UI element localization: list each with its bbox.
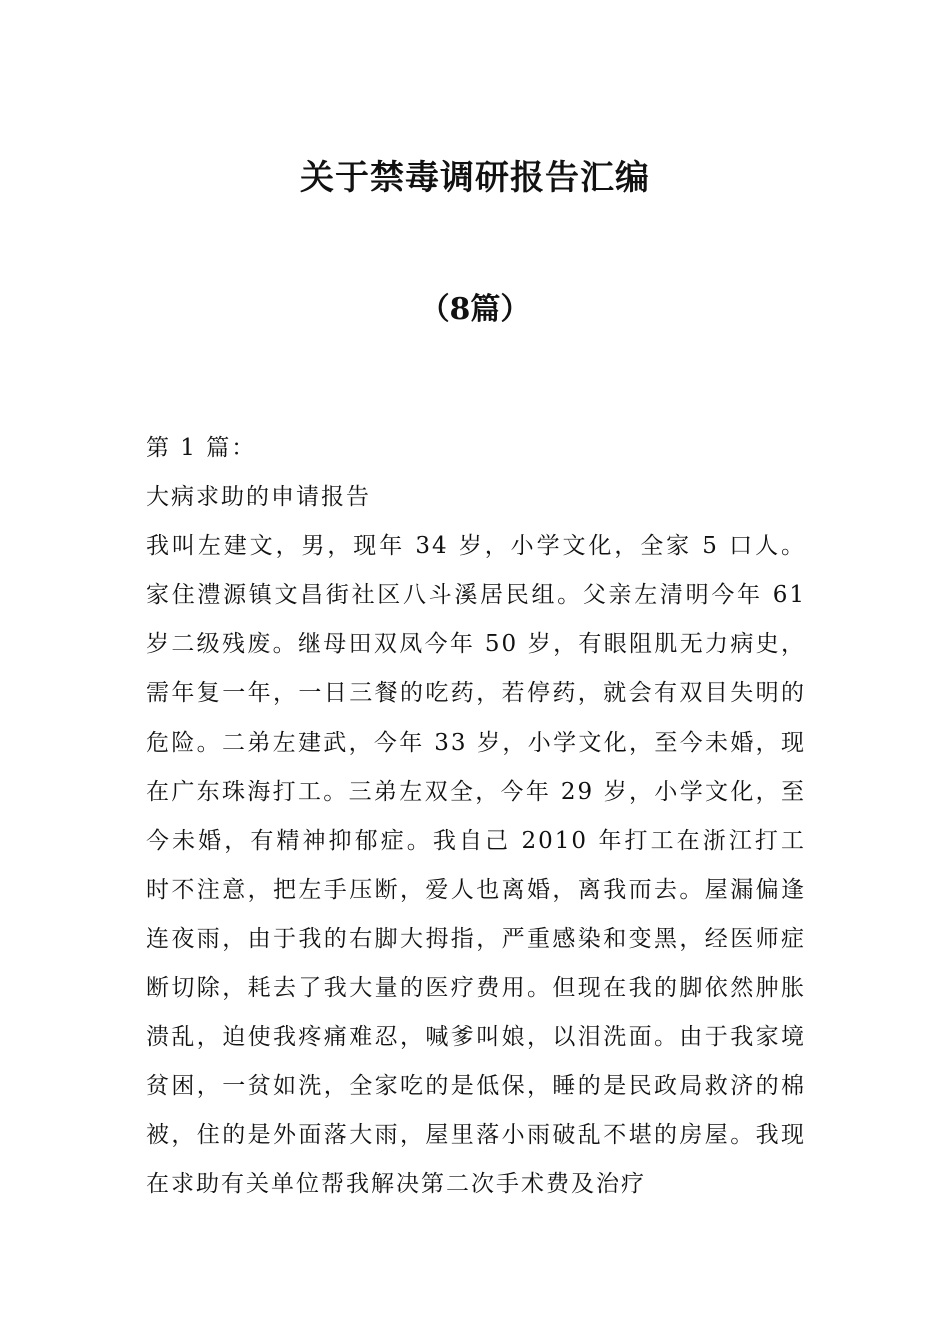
body-paragraph: 我叫左建文，男，现年 34 岁，小学文化，全家 5 口人。家住澧源镇文昌街社区八斗溪居民组。父亲左清明今年 61 岁二级残废。继母田双凤今年 50 岁，有眼阻肌无力病史，需年复一年，一日三餐的吃药，若停药，就会有双目失明的危险。二弟左建武，今年 33 岁，小学文化，至今未婚，现在广东珠海打工。三弟左双全，今年 29 岁，小学文化，至今未婚，有精神抑郁症。我自己 2010 年打工在浙江打工时不注意，把左手压断，爱人也离婚，离我而去。屋漏偏逢连夜雨，由于我的右脚大拇指，严重感染和变黑，经医师症断切除，耗去了我大量的医疗费用。但现在我的脚依然肿胀溃乱，迫使我疼痛难忍，喊爹叫娘，以泪洗面。由于我家境贫困，一贫如洗，全家吃的是低保，睡的是民政局救济的棉被，住的是外面落大雨，屋里落小雨破乱不堪的房屋。我现在求助有关单位帮我解决第二次手术费及治疗 xyxy=(146,533,806,1198)
document-body xyxy=(146,424,806,1210)
section-label: 第 1 篇： xyxy=(146,435,257,461)
document-subtitle: （8篇） xyxy=(419,292,531,327)
section-heading: 大病求助的申请报告 xyxy=(146,484,371,511)
document-title: 关于禁毒调研报告汇编 xyxy=(300,158,650,198)
